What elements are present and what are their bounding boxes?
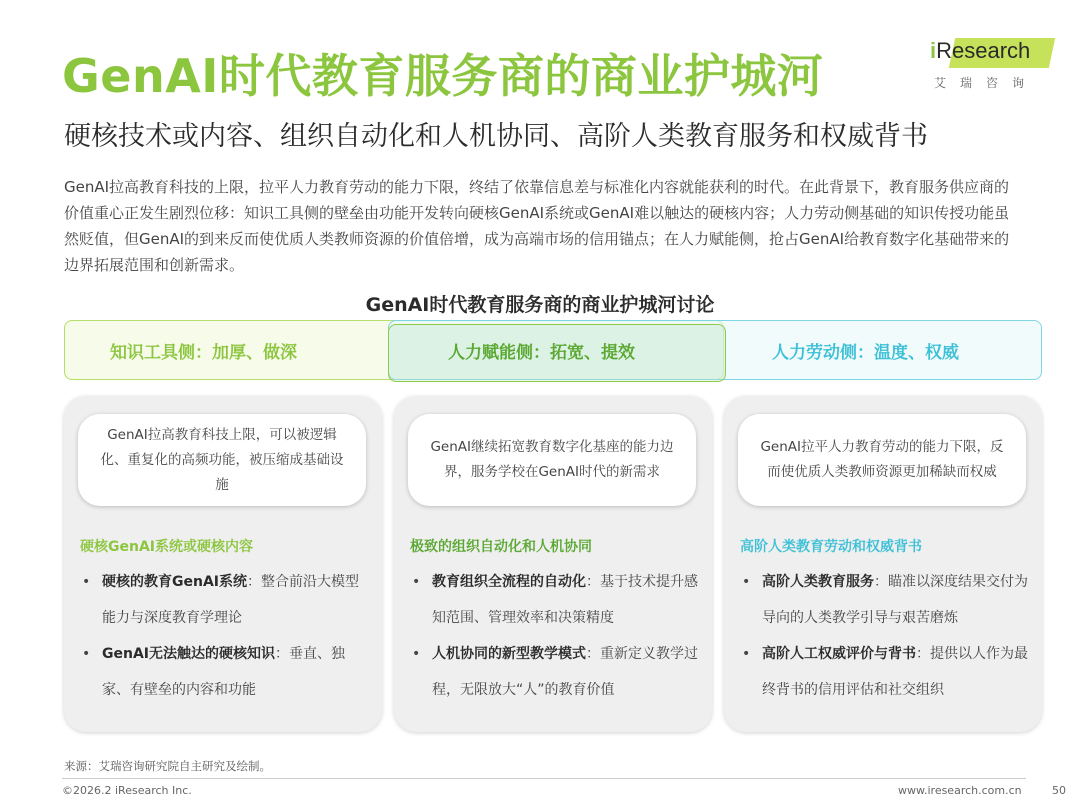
- list-item: • GenAI无法触达的硬核知识：垂直、独家、有壁垒的内容和功能: [80, 636, 370, 708]
- logo-cn: 艾瑞咨询: [934, 76, 1039, 90]
- list-item: • 硬核的教育GenAI系统：整合前沿大模型能力与深度教育学理论: [80, 564, 370, 636]
- page-number: 50: [1052, 784, 1066, 797]
- copyright: ©2026.2 iResearch Inc.: [62, 784, 192, 797]
- list-item: • 高阶人类教育服务：瞄准以深度结果交付为导向的人类教学引导与艰苦磨炼: [740, 564, 1030, 636]
- panel-human-empower: [394, 396, 712, 732]
- footer-divider: [62, 778, 1026, 779]
- panel-bubble: GenAI继续拓宽教育数字化基座的能力边界，服务学校在GenAI时代的新需求: [408, 414, 696, 506]
- panel-bubble: GenAI拉平人力教育劳动的能力下限，反而使优质人类教师资源更加稀缺而权威: [738, 414, 1026, 506]
- list-item: • 高阶人工权威评价与背书：提供以人作为最终背书的信用评估和社交组织: [740, 636, 1030, 708]
- page-title: GenAI时代教育服务商的商业护城河: [62, 49, 824, 103]
- list-item: • 教育组织全流程的自动化：基于技术提升感知范围、管理效率和决策精度: [410, 564, 700, 636]
- panel-bullet-list: [410, 564, 700, 708]
- iresearch-logo: [920, 34, 1060, 94]
- page-subtitle: 硬核技术或内容、组织自动化和人机协同、高阶人类教育服务和权威背书: [64, 121, 928, 152]
- list-item: • 人机协同的新型教学模式：重新定义教学过程，无限放大“人”的教育价值: [410, 636, 700, 708]
- panel-bubble: GenAI拉高教育科技上限，可以被逻辑化、重复化的高频功能，被压缩成基础设施: [78, 414, 366, 506]
- band-label-knowledge: 知识工具侧：加厚、做深: [110, 343, 297, 363]
- website-link[interactable]: www.iresearch.com.cn: [898, 784, 1022, 797]
- intro-paragraph: GenAI拉高教育科技的上限，拉平人力教育劳动的能力下限，终结了依靠信息差与标准化内容就能获利的时代。在此背景下，教育服务供应商的价值重心正发生剧烈位移：知识工具侧的壁垒由功能开发转向硬核GenAI系统或GenAI难以触达的硬核内容；人力劳动侧基础的知识传授功能虽然贬值，但GenAI的到来反而使优质人类教师资源的价值倍增，成为高端市场的信用锚点；在人力赋能侧，抢占GenAI给教育数字化基础带来的边界拓展范围和创新需求。: [64, 178, 1010, 274]
- logo-brand: iResearch: [930, 38, 1031, 63]
- band-label-labor: 人力劳动侧：温度、权威: [772, 343, 959, 363]
- panel-human-labor: [724, 396, 1042, 732]
- panel-bullet-list: [80, 564, 370, 708]
- panel-heading: 硬核GenAI系统或硬核内容: [80, 539, 253, 555]
- panel-heading: 高阶人类教育劳动和权威背书: [740, 539, 922, 555]
- panel-heading: 极致的组织自动化和人机协同: [410, 539, 592, 555]
- panel-knowledge-tools: [64, 396, 382, 732]
- diagram-title: GenAI时代教育服务商的商业护城河讨论: [365, 294, 715, 316]
- source-note: 来源：艾瑞咨询研究院自主研究及绘制。: [64, 759, 271, 773]
- panel-bullet-list: [740, 564, 1030, 708]
- band-label-empower: 人力赋能侧：拓宽、提效: [448, 343, 635, 363]
